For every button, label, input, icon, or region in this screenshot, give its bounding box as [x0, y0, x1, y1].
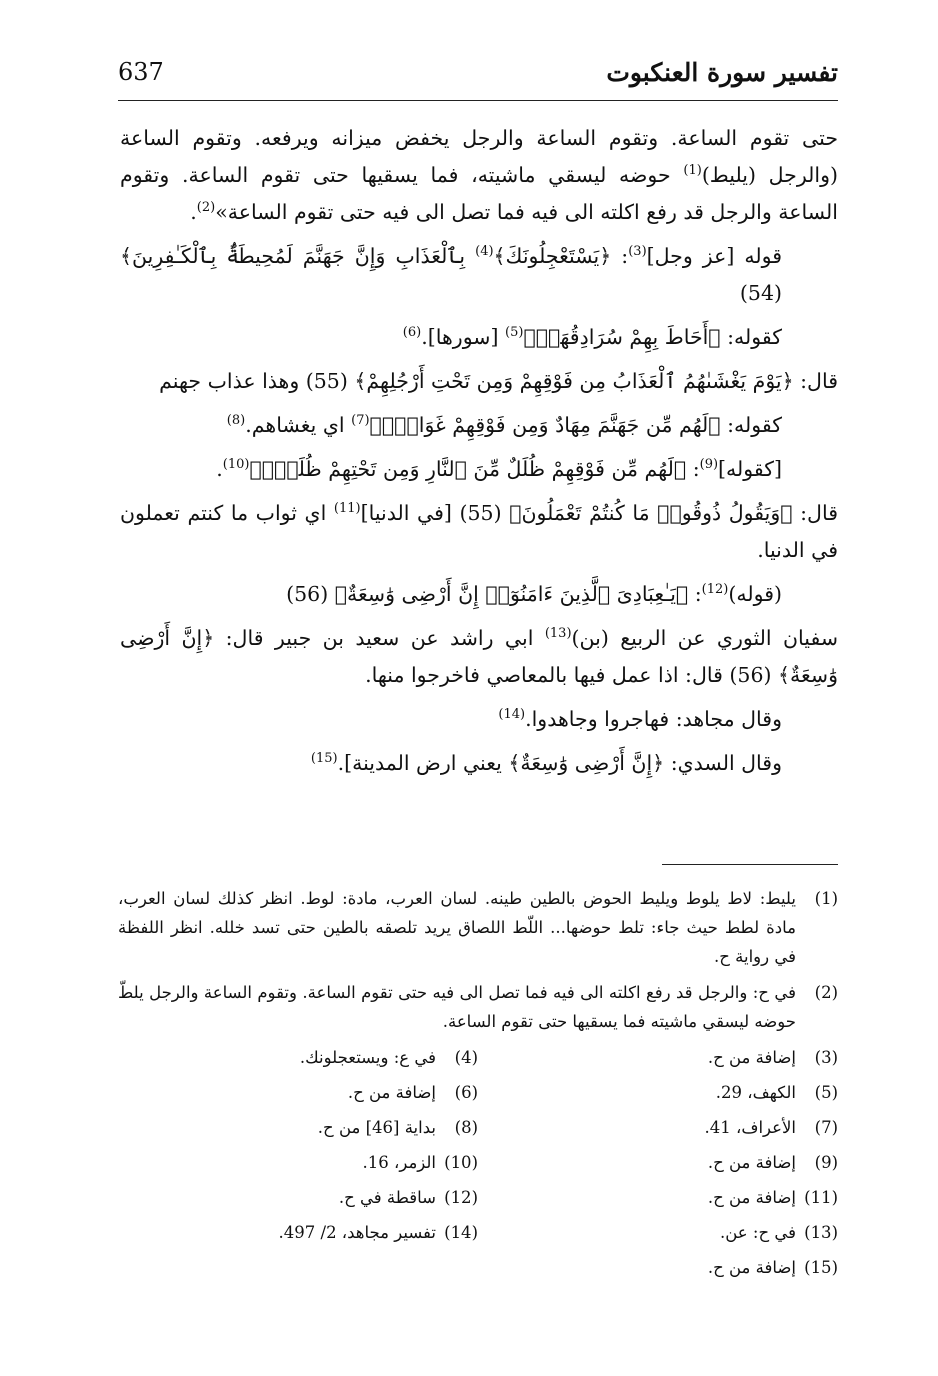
footnote-text: في ع: ويستعجلونك.: [299, 1048, 436, 1067]
footnote-ref: (3): [628, 244, 647, 260]
text-run: .: [216, 457, 223, 481]
footnote-number: (2): [814, 983, 838, 1002]
footnote-text: ساقطة في ح.: [338, 1188, 436, 1207]
footnote-ref: (8): [226, 413, 246, 429]
paragraph: [120, 576, 838, 613]
paragraph: [120, 451, 838, 488]
text-run: اي يغشاهم.: [245, 413, 352, 437]
footnote-ref: (9): [699, 457, 719, 473]
footnote-number: (6): [454, 1083, 478, 1102]
page-number: 637: [118, 58, 164, 86]
footnote: [478, 1043, 838, 1072]
footnotes: [118, 884, 838, 1282]
footnote-number: (12): [444, 1188, 478, 1207]
footnote-number: (3): [814, 1048, 838, 1067]
paragraph: [120, 745, 838, 782]
footnote-text: تفسير مجاهد، 2/ 497.: [278, 1223, 436, 1242]
footnote-text: الأعراف، 41.: [704, 1118, 796, 1137]
footnote-grid: [118, 1043, 838, 1282]
paragraph: [120, 363, 838, 400]
body-text: [120, 120, 838, 789]
footnote-number: (15): [804, 1258, 838, 1277]
footnote: [118, 884, 838, 971]
footnote-text: إضافة من ح.: [707, 1153, 796, 1172]
paragraph: [120, 495, 838, 569]
footnote: [478, 1253, 838, 1282]
text-run: ابي راشد عن سعيد بن جبير قال: ﴿إِنَّ أَرْضِى وَٰسِعَةٌ﴾ (56) قال: اذا عمل فيها بالمعاصي فاخرجوا منها.: [120, 626, 838, 687]
footnote-ref: (12): [701, 582, 729, 598]
page-header: [118, 56, 838, 98]
footnote: [478, 1078, 838, 1107]
footnote-ref: (5): [505, 325, 524, 341]
footnote-ref: (2): [196, 200, 216, 216]
text-run: قال: ﴿يَوْمَ يَغْشَىٰهُمُ ٱلْعَذَابُ مِن فَوْقِهِمْ وَمِن تَحْتِ أَرْجُلِهِمْ﴾ (55) وهذا عذاب جهنم: [159, 369, 838, 393]
text-run: سفيان الثوري عن الربيع (بن): [571, 626, 838, 650]
text-run: وقال مجاهد: فهاجروا وجاهدوا.: [525, 707, 782, 731]
footnote: [118, 1218, 478, 1247]
text-run: حوضه ليسقي ماشيته، فما يسقيها حتى تقوم الساعة. وتقوم الساعة والرجل قد رفع اكلته الى فيه فما تصل الى فيه حتى تقوم الساعة»: [120, 163, 838, 224]
footnote-text: الزمر، 16.: [362, 1153, 436, 1172]
footnote-ref: (1): [683, 163, 702, 179]
text-run: اي ثواب ما كنتم تعملون في الدنيا.: [120, 501, 838, 562]
quran-quote: بِٱلْعَذَابِ وَإِنَّ جَهَنَّمَ لَمُحِيطَةٌۢ بِٱلْكَـٰفِرِينَ﴾ (54): [120, 244, 782, 305]
footnote-ref: (11): [333, 501, 361, 517]
footnote-text: في ح: عن.: [720, 1223, 796, 1242]
footnote: [478, 1218, 838, 1247]
footnote-text: الكهف، 29.: [715, 1083, 796, 1102]
footnote: [478, 1183, 838, 1212]
footnote-number: (7): [814, 1118, 838, 1137]
text-run: .: [190, 200, 197, 224]
footnote-number: (5): [814, 1083, 838, 1102]
footnote-number: (11): [804, 1188, 838, 1207]
footnote-ref: (4): [475, 244, 494, 260]
footnote-text: يليط: لاط يلوط ويليط الحوض بالطين طينه. لسان العرب، مادة: لوط. انظر كذلك لسان العرب، مادة لطط حيث جاء: تلط حوضها... اللّط اللصاق يريد تلصقه بالطين حتى تسد خلله. انظر اللفظة في رواية ح.: [118, 889, 796, 966]
paragraph: [120, 701, 838, 738]
footnote: [118, 1043, 478, 1072]
text-run: قوله [عز وجل]: [646, 244, 783, 268]
footnote-ref: (6): [402, 325, 422, 341]
footnote-number: (14): [444, 1223, 478, 1242]
paragraph: [120, 120, 838, 231]
footnote-text: إضافة من ح.: [707, 1188, 796, 1207]
text-run: [كقوله]: [718, 457, 782, 481]
text-run: وقال السدي: ﴿إِنَّ أَرْضِى وَٰسِعَةٌ﴾ يعني ارض المدينة].: [337, 751, 782, 775]
text-run: [سورها].: [421, 325, 505, 349]
text-run: (قوله): [728, 582, 782, 606]
footnote-number: (4): [454, 1048, 478, 1067]
footnote-text: بداية [46] من ح.: [317, 1118, 436, 1137]
paragraph: [120, 407, 838, 444]
text-run: قال: ﴿وَيَقُولُ ذُوقُوا۟ مَا كُنتُمْ تَعْمَلُونَ﴾ (55) [في الدنيا]: [360, 501, 838, 525]
paragraph: [120, 620, 838, 694]
footnote: [478, 1113, 838, 1142]
footnote-ref: (7): [351, 413, 370, 429]
footnote-ref: (13): [544, 626, 572, 642]
quran-quote: كقوله: ﴿لَهُم مِّن جَهَنَّمَ مِهَادٌ وَمِن فَوْقِهِمْ غَوَاشٍۚ﴾: [369, 413, 782, 437]
footnote-ref: (10): [222, 457, 250, 473]
footnote-number: (9): [814, 1153, 838, 1172]
quran-quote: : ﴿لَهُم مِّن فَوْقِهِمْ ظُلَلٌ مِّنَ ٱلنَّارِ وَمِن تَحْتِهِمْ ظُلَلٌۚ﴾: [249, 457, 700, 481]
footnote: [118, 1183, 478, 1212]
header-rule: [118, 100, 838, 101]
footnote: [118, 1113, 478, 1142]
footnote-number: (8): [454, 1118, 478, 1137]
footnote: [118, 1078, 478, 1107]
running-title: تفسير سورة العنكبوت: [606, 58, 838, 87]
paragraph: [120, 319, 838, 356]
footnote: [118, 978, 838, 1036]
footnote-number: (13): [804, 1223, 838, 1242]
footnote-text: في ح: والرجل قد رفع اكلته الى فيه فما تصل الى فيه حتى تقوم الساعة. وتقوم الساعة والرجل يلطّ حوضه ليسقي ماشيته فما يسقيها حتى تقوم الساعة.: [118, 983, 796, 1031]
footnote: [478, 1148, 838, 1177]
footnote: [118, 1148, 478, 1177]
text-run: حتى تقوم الساعة. وتقوم الساعة والرجل يخفض ميزانه ويرفعه. وتقوم الساعة (والرجل (يليط): [120, 126, 838, 187]
footnote-ref: (15): [310, 751, 338, 767]
paragraph: [120, 238, 838, 312]
footnote-text: إضافة من ح.: [347, 1083, 436, 1102]
footnote-text: إضافة من ح.: [707, 1048, 796, 1067]
footnote-number: (10): [444, 1153, 478, 1172]
footnote-text: إضافة من ح.: [707, 1258, 796, 1277]
quran-quote: : ﴿يَـٰعِبَادِىَ ٱلَّذِينَ ءَامَنُوٓا۟ إِنَّ أَرْضِى وَٰسِعَةٌ﴾ (56): [286, 582, 702, 606]
footnote-ref: (14): [498, 707, 526, 723]
footnote-number: (1): [814, 889, 838, 908]
footnote-rule: [662, 864, 838, 865]
quran-quote: كقوله: ﴿أَحَاطَ بِهِمْ سُرَادِقُهَاۚ﴾: [523, 325, 782, 349]
quran-quote: : ﴿يَسْتَعْجِلُونَكَ﴾: [493, 244, 629, 268]
